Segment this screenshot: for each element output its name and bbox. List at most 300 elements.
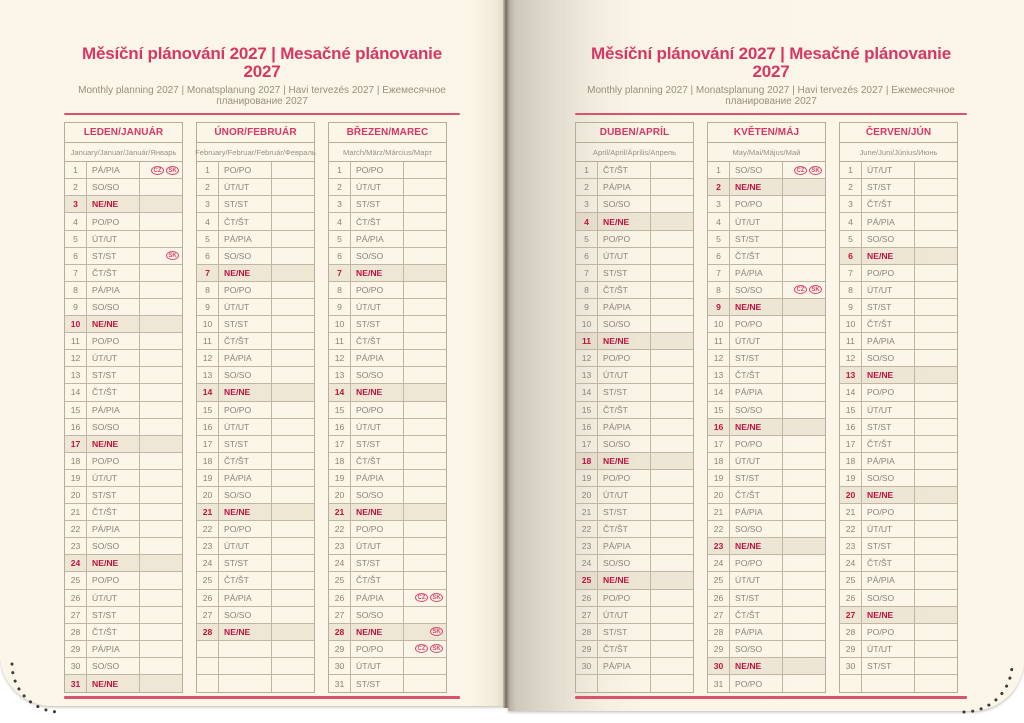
day-abbrev: SO/SO [862, 470, 915, 486]
day-number: 11 [197, 333, 219, 349]
bottom-rule [575, 696, 967, 699]
notes-cell [651, 162, 693, 178]
day-row [65, 504, 182, 521]
day-number: 8 [329, 282, 351, 298]
empty-row [197, 658, 314, 675]
day-row [576, 248, 693, 265]
day-number: 8 [708, 282, 730, 298]
notes-cell [272, 538, 314, 554]
day-row [197, 231, 314, 248]
day-abbrev: PO/PO [730, 196, 783, 212]
notes-cell [140, 350, 182, 366]
day-number: 23 [65, 538, 87, 554]
day-row [329, 333, 446, 350]
day-number: 10 [840, 316, 862, 332]
notes-cell [140, 641, 182, 657]
day-number: 7 [840, 265, 862, 281]
day-row [576, 402, 693, 419]
day-abbrev: ST/ST [87, 607, 140, 623]
day-number: 2 [708, 179, 730, 195]
notes-cell [651, 299, 693, 315]
day-row [840, 607, 957, 624]
day-number: 14 [840, 384, 862, 400]
day-row [65, 265, 182, 282]
day-number: 12 [708, 350, 730, 366]
notes-cell [915, 436, 957, 452]
holiday-badge-sk-icon: SK [430, 593, 443, 602]
day-number: 22 [329, 521, 351, 537]
day-number: 28 [329, 624, 351, 640]
day-abbrev: PÁ/PIA [351, 470, 404, 486]
day-number: 6 [197, 248, 219, 264]
day-row [708, 350, 825, 367]
notes-cell [272, 504, 314, 520]
month-name: KVĚTEN/MÁJ [708, 123, 825, 143]
day-abbrev: NE/NE [351, 265, 404, 281]
notes-cell [272, 436, 314, 452]
day-row [840, 487, 957, 504]
day-row [840, 248, 957, 265]
day-row [840, 658, 957, 675]
day-row [329, 487, 446, 504]
day-number: 4 [840, 213, 862, 229]
day-number: 14 [576, 384, 598, 400]
day-row [329, 658, 446, 675]
day-row [840, 453, 957, 470]
notes-cell [915, 402, 957, 418]
day-abbrev: ST/ST [862, 538, 915, 554]
notes-cell [140, 179, 182, 195]
month-column [839, 122, 958, 693]
day-number: 29 [708, 641, 730, 657]
notes-cell [272, 624, 314, 640]
month-rows [708, 162, 825, 692]
day-number: 3 [576, 196, 598, 212]
day-number: 27 [708, 607, 730, 623]
day-abbrev: PO/PO [598, 590, 651, 606]
day-abbrev: ČT/ŠT [87, 265, 140, 281]
day-abbrev: NE/NE [730, 299, 783, 315]
empty-row [840, 675, 957, 692]
day-row [576, 607, 693, 624]
notes-cell [915, 350, 957, 366]
day-row [65, 162, 182, 179]
day-abbrev: ČT/ŠT [351, 333, 404, 349]
month-subtitle: June/Juni/Június/Июнь [840, 143, 957, 162]
day-row [576, 521, 693, 538]
day-number: 22 [840, 521, 862, 537]
day-row [840, 367, 957, 384]
day-abbrev: NE/NE [87, 675, 140, 692]
holiday-badge-cz-icon: CZ [415, 593, 428, 602]
bottom-rule [64, 696, 460, 699]
day-number: 21 [708, 504, 730, 520]
month-column [64, 122, 183, 693]
day-abbrev: PÁ/PIA [87, 282, 140, 298]
day-row [197, 453, 314, 470]
day-abbrev: NE/NE [219, 504, 272, 520]
day-abbrev: PO/PO [87, 453, 140, 469]
notes-cell [140, 384, 182, 400]
day-number: 13 [329, 367, 351, 383]
day-row [708, 213, 825, 230]
day-number: 31 [65, 675, 87, 692]
day-row [708, 521, 825, 538]
day-abbrev: ČT/ŠT [351, 213, 404, 229]
day-number: 30 [840, 658, 862, 674]
left-page [0, 0, 506, 706]
day-abbrev: ÚT/UT [219, 419, 272, 435]
day-number: 22 [197, 521, 219, 537]
day-row [576, 350, 693, 367]
page-title: Měsíční plánování 2027 | Mesačné plánovanie 2027 [591, 44, 951, 81]
day-number: 28 [708, 624, 730, 640]
notes-cell [404, 333, 446, 349]
day-number: 24 [65, 555, 87, 571]
day-number: 8 [840, 282, 862, 298]
day-number: 14 [65, 384, 87, 400]
notes-cell [783, 504, 825, 520]
day-row [197, 572, 314, 589]
day-number: 11 [329, 333, 351, 349]
day-row [329, 572, 446, 589]
notes-cell [140, 487, 182, 503]
day-number: 6 [576, 248, 598, 264]
day-number: 28 [65, 624, 87, 640]
day-number: 22 [708, 521, 730, 537]
day-number: 1 [708, 162, 730, 178]
notes-cell [404, 248, 446, 264]
day-abbrev: ČT/ŠT [598, 402, 651, 418]
day-abbrev: SO/SO [351, 607, 404, 623]
day-number: 16 [840, 419, 862, 435]
day-abbrev [598, 675, 651, 692]
day-number: 19 [329, 470, 351, 486]
notes-cell [140, 572, 182, 588]
notes-cell [404, 179, 446, 195]
day-row [576, 419, 693, 436]
notes-cell [404, 265, 446, 281]
day-number: 7 [329, 265, 351, 281]
day-row [197, 555, 314, 572]
day-row [65, 521, 182, 538]
day-number: 9 [708, 299, 730, 315]
notes-cell [140, 162, 182, 178]
day-abbrev: ST/ST [862, 179, 915, 195]
day-abbrev: ÚT/UT [219, 538, 272, 554]
day-row [329, 402, 446, 419]
notes-cell [140, 590, 182, 606]
day-row [65, 384, 182, 401]
day-abbrev: PO/PO [862, 624, 915, 640]
notes-cell [783, 572, 825, 588]
day-row [840, 572, 957, 589]
month-subtitle: May/Mai/Május/Май [708, 143, 825, 162]
notes-cell [915, 607, 957, 623]
notes-cell [272, 367, 314, 383]
day-abbrev: SO/SO [598, 555, 651, 571]
day-row [708, 333, 825, 350]
month-subtitle: January/Januar/Január/Январь [65, 143, 182, 162]
day-abbrev: SO/SO [219, 607, 272, 623]
day-abbrev: NE/NE [219, 265, 272, 281]
day-row [197, 350, 314, 367]
day-abbrev: PÁ/PIA [87, 641, 140, 657]
day-number: 22 [65, 521, 87, 537]
day-number: 5 [197, 231, 219, 247]
day-number: 22 [576, 521, 598, 537]
day-abbrev: SO/SO [351, 248, 404, 264]
day-row [329, 607, 446, 624]
day-row [708, 316, 825, 333]
day-abbrev: ÚT/UT [730, 333, 783, 349]
day-row [197, 402, 314, 419]
day-row [197, 521, 314, 538]
day-row [65, 607, 182, 624]
notes-cell [915, 231, 957, 247]
day-number: 5 [576, 231, 598, 247]
day-row [576, 641, 693, 658]
day-row [708, 196, 825, 213]
day-abbrev: PO/PO [219, 402, 272, 418]
day-number [197, 675, 219, 692]
day-number: 14 [329, 384, 351, 400]
day-row [708, 231, 825, 248]
day-row [329, 282, 446, 299]
day-number: 3 [65, 196, 87, 212]
empty-row [576, 675, 693, 692]
day-abbrev: ÚT/UT [598, 248, 651, 264]
notes-cell [651, 658, 693, 674]
notes-cell [404, 675, 446, 692]
day-number: 17 [65, 436, 87, 452]
day-abbrev: PO/PO [351, 641, 404, 657]
day-abbrev: ÚT/UT [730, 213, 783, 229]
day-abbrev: ÚT/UT [862, 641, 915, 657]
day-number: 21 [576, 504, 598, 520]
notes-cell [783, 675, 825, 692]
notes-cell [783, 350, 825, 366]
day-row [65, 538, 182, 555]
day-number: 2 [329, 179, 351, 195]
day-abbrev: ST/ST [862, 419, 915, 435]
day-abbrev: NE/NE [351, 504, 404, 520]
day-row [329, 419, 446, 436]
day-row [840, 384, 957, 401]
day-abbrev: ST/ST [351, 436, 404, 452]
title-rule [575, 113, 967, 116]
day-number: 20 [840, 487, 862, 503]
day-row [329, 367, 446, 384]
notes-cell [404, 316, 446, 332]
day-number: 18 [840, 453, 862, 469]
day-row [576, 555, 693, 572]
month-rows [840, 162, 957, 692]
day-row [329, 521, 446, 538]
day-number: 4 [329, 213, 351, 229]
day-number: 13 [840, 367, 862, 383]
day-row [708, 641, 825, 658]
day-abbrev: PO/PO [862, 265, 915, 281]
day-row [65, 675, 182, 692]
day-abbrev: ÚT/UT [87, 350, 140, 366]
day-number: 26 [65, 590, 87, 606]
day-number: 18 [708, 453, 730, 469]
month-subtitle: April/April/Április/Апрель [576, 143, 693, 162]
day-number: 17 [840, 436, 862, 452]
day-number: 29 [576, 641, 598, 657]
day-row [65, 624, 182, 641]
day-row [840, 265, 957, 282]
day-number: 7 [576, 265, 598, 281]
left-page-content [64, 0, 460, 699]
day-abbrev: NE/NE [87, 436, 140, 452]
day-number: 1 [329, 162, 351, 178]
day-abbrev: PO/PO [730, 675, 783, 692]
day-row [576, 572, 693, 589]
notes-cell [272, 299, 314, 315]
notes-cell [140, 521, 182, 537]
day-number: 3 [840, 196, 862, 212]
day-row [65, 402, 182, 419]
day-number: 8 [197, 282, 219, 298]
day-number: 6 [329, 248, 351, 264]
day-number: 15 [197, 402, 219, 418]
day-abbrev: PO/PO [219, 282, 272, 298]
day-number: 16 [708, 419, 730, 435]
day-abbrev: ÚT/UT [598, 367, 651, 383]
day-abbrev: NE/NE [351, 384, 404, 400]
holiday-badge-sk-icon: SK [166, 251, 179, 260]
day-row [576, 282, 693, 299]
day-number: 13 [576, 367, 598, 383]
day-row [840, 179, 957, 196]
notes-cell [272, 162, 314, 178]
day-number: 16 [329, 419, 351, 435]
day-row [840, 538, 957, 555]
notes-cell [140, 675, 182, 692]
day-abbrev: SO/SO [87, 658, 140, 674]
day-abbrev: ÚT/UT [862, 402, 915, 418]
day-number: 31 [708, 675, 730, 692]
notes-cell [404, 624, 446, 640]
day-abbrev: SO/SO [87, 299, 140, 315]
day-number: 4 [65, 213, 87, 229]
day-row [840, 521, 957, 538]
day-abbrev: NE/NE [862, 607, 915, 623]
notes-cell [915, 641, 957, 657]
day-row [840, 624, 957, 641]
day-number: 6 [708, 248, 730, 264]
notes-cell [272, 282, 314, 298]
day-abbrev: ČT/ŠT [219, 213, 272, 229]
day-row [197, 367, 314, 384]
day-number: 5 [708, 231, 730, 247]
day-number: 15 [708, 402, 730, 418]
day-abbrev: PO/PO [862, 384, 915, 400]
notes-cell [783, 521, 825, 537]
day-row [708, 179, 825, 196]
day-number: 18 [576, 453, 598, 469]
day-number: 19 [840, 470, 862, 486]
day-row [708, 162, 825, 179]
notes-cell [404, 572, 446, 588]
day-abbrev: ST/ST [351, 675, 404, 692]
notes-cell [140, 196, 182, 212]
day-number: 29 [840, 641, 862, 657]
day-number: 10 [197, 316, 219, 332]
day-row [197, 590, 314, 607]
day-abbrev: PO/PO [598, 470, 651, 486]
day-row [708, 436, 825, 453]
holiday-badge-cz-icon: CZ [151, 166, 164, 175]
day-abbrev: PO/PO [351, 282, 404, 298]
day-row [197, 607, 314, 624]
day-abbrev: NE/NE [730, 419, 783, 435]
day-number: 20 [576, 487, 598, 503]
day-row [329, 299, 446, 316]
notes-cell [272, 196, 314, 212]
notes-cell [272, 265, 314, 281]
day-abbrev: PÁ/PIA [862, 572, 915, 588]
day-number: 12 [840, 350, 862, 366]
day-row [708, 367, 825, 384]
notes-cell [915, 179, 957, 195]
empty-row [197, 675, 314, 692]
day-row [840, 299, 957, 316]
day-number: 16 [576, 419, 598, 435]
notes-cell [651, 590, 693, 606]
day-abbrev: PÁ/PIA [730, 504, 783, 520]
day-row [65, 367, 182, 384]
day-row [840, 419, 957, 436]
notes-cell [783, 196, 825, 212]
day-abbrev: SO/SO [598, 316, 651, 332]
day-abbrev: SO/SO [730, 402, 783, 418]
day-abbrev: ČT/ŠT [598, 162, 651, 178]
notes-cell [651, 641, 693, 657]
holiday-badge-sk-icon: SK [430, 627, 443, 636]
day-abbrev: SO/SO [862, 350, 915, 366]
notes-cell [651, 402, 693, 418]
day-abbrev: ČT/ŠT [862, 316, 915, 332]
day-row [329, 213, 446, 230]
day-number: 15 [576, 402, 598, 418]
day-abbrev: ST/ST [219, 316, 272, 332]
day-row [329, 470, 446, 487]
day-number: 27 [576, 607, 598, 623]
day-number: 24 [197, 555, 219, 571]
notes-cell [783, 162, 825, 178]
day-abbrev: ČT/ŠT [219, 333, 272, 349]
notes-cell [915, 470, 957, 486]
notes-cell [140, 555, 182, 571]
day-abbrev: ST/ST [730, 470, 783, 486]
day-number: 14 [708, 384, 730, 400]
holiday-badge-cz-icon: CZ [794, 166, 807, 175]
notes-cell [651, 350, 693, 366]
day-row [65, 436, 182, 453]
day-row [708, 248, 825, 265]
day-abbrev: ST/ST [730, 231, 783, 247]
notes-cell [651, 316, 693, 332]
day-row [65, 350, 182, 367]
day-row [576, 436, 693, 453]
day-abbrev: ÚT/UT [351, 179, 404, 195]
month-rows [197, 162, 314, 692]
day-number: 3 [197, 196, 219, 212]
day-row [840, 316, 957, 333]
